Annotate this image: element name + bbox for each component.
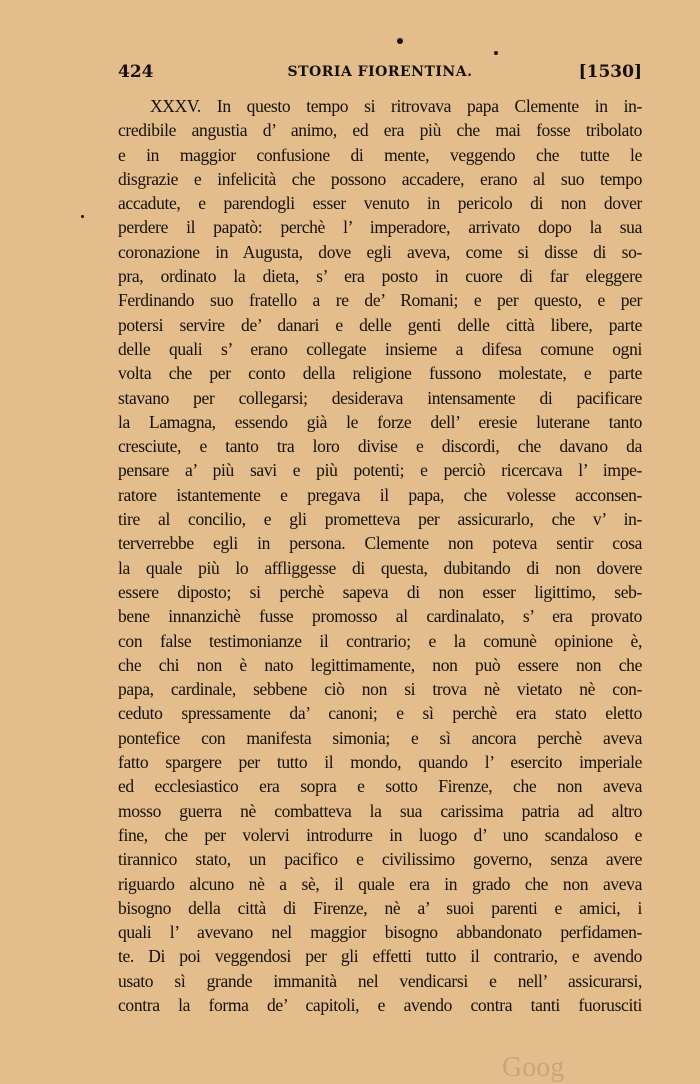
text-line: con false testimonianze il contrario; e la comunè opinione è, xyxy=(118,630,642,651)
running-header xyxy=(118,60,642,84)
text-line: la Lamagna, essendo già le forze dell’ eresie luterane tanto xyxy=(118,411,642,432)
ink-speck xyxy=(494,51,498,55)
text-line: cresciute, e tanto tra loro divise e discordi, che davano da xyxy=(118,436,642,457)
text-line: ed ecclesiastico era sopra e sotto Firenze, che non aveva xyxy=(118,776,642,797)
text-line: te. Di poi veggendosi per gli effetti tutto il contrario, e avendo xyxy=(118,946,642,967)
text-line: volta che per conto della religione fussono molestate, e parte xyxy=(118,363,642,384)
paragraph-first-line: XXXV. In questo tempo si ritrovava papa Clemente in in- xyxy=(150,96,642,116)
text-line: quali l’ avevano nel maggior bisogno abbandonato perfidamen- xyxy=(118,922,642,943)
text-line: tire al concilio, e gli prometteva per assicurarlo, che v’ in- xyxy=(118,509,642,530)
text-line: ceduto spressamente da’ canoni; e sì perchè era stato eletto xyxy=(118,703,642,724)
text-line: bisogno della città di Firenze, nè a’ suoi parenti e amici, i xyxy=(118,897,642,918)
running-title: STORIA FIORENTINA. xyxy=(287,64,473,80)
text-line: contra la forma de’ capitoli, e avendo contra tanti fuorusciti xyxy=(118,994,642,1015)
ink-speck xyxy=(397,38,403,44)
text-line: pensare a’ più savi e più potenti; e perciò ricercava l’ impe- xyxy=(118,460,642,481)
text-line: Ferdinando suo fratello a re de’ Romani; e per questo, e per xyxy=(118,290,642,311)
ink-speck xyxy=(81,215,84,218)
text-line: accadute, e parendogli esser venuto in pericolo di non dover xyxy=(118,193,642,214)
text-line: credibile angustia d’ animo, ed era più che mai fosse tribolato xyxy=(118,120,642,141)
text-line: tirannico stato, un pacifico e civilissimo governo, senza avere xyxy=(118,849,642,870)
text-line: pontefice con manifesta simonia; e sì ancora perchè aveva xyxy=(118,727,642,748)
page-number: 424 xyxy=(118,62,154,82)
text-line: papa, cardinale, sebbene ciò non si trova nè vietato nè con- xyxy=(118,679,642,700)
text-line: terverrebbe egli in persona. Clemente non poteva sentir cosa xyxy=(118,533,642,554)
year-marker: [1530] xyxy=(578,62,642,82)
text-line: bene innanzichè fusse promosso al cardinalato, s’ era provato xyxy=(118,606,642,627)
text-line: fatto spargere per tutto il mondo, quando l’ esercito imperiale xyxy=(118,752,642,773)
text-line: delle quali s’ erano collegate insieme a difesa comune ogni xyxy=(118,338,642,359)
text-line: usato sì grande immanità nel vendicarsi e nell’ assicurarsi, xyxy=(118,970,642,991)
text-line: disgrazie e infelicità che possono accadere, erano al suo tempo xyxy=(118,168,642,189)
text-line: mosso guerra nè combatteva la sua carissima patria ad altro xyxy=(118,800,642,821)
scan-watermark: Goog xyxy=(502,1052,565,1083)
text-line: pra, ordinato la dieta, s’ era posto in cuore di far eleggere xyxy=(118,266,642,287)
text-line: la quale più lo affliggesse di questa, dubitando di non dovere xyxy=(118,557,642,578)
text-line: fine, che per volervi introdurre in luogo d’ uno scandaloso e xyxy=(118,824,642,845)
text-line: riguardo alcuno nè a sè, il quale era in grado che non aveva xyxy=(118,873,642,894)
text-line: coronazione in Augusta, dove egli aveva, come si disse di so- xyxy=(118,241,642,262)
text-line: stavano per collegarsi; desiderava intensamente di pacificare xyxy=(118,387,642,408)
text-line: e in maggior confusione di mente, veggendo che tutte le xyxy=(118,144,642,165)
text-line: essere diposto; si perchè sapeva di non esser ligittimo, seb- xyxy=(118,581,642,602)
text-line: ratore istantemente e pregava il papa, che volesse acconsen- xyxy=(118,484,642,505)
text-line: potersi servire de’ danari e delle genti delle città libere, parte xyxy=(118,314,642,335)
text-line: che chi non è nato legittimamente, non può essere non che xyxy=(118,654,642,675)
text-line: perdere il papatò: perchè l’ imperadore, arrivato dopo la sua xyxy=(118,217,642,238)
body-text xyxy=(118,94,642,1017)
